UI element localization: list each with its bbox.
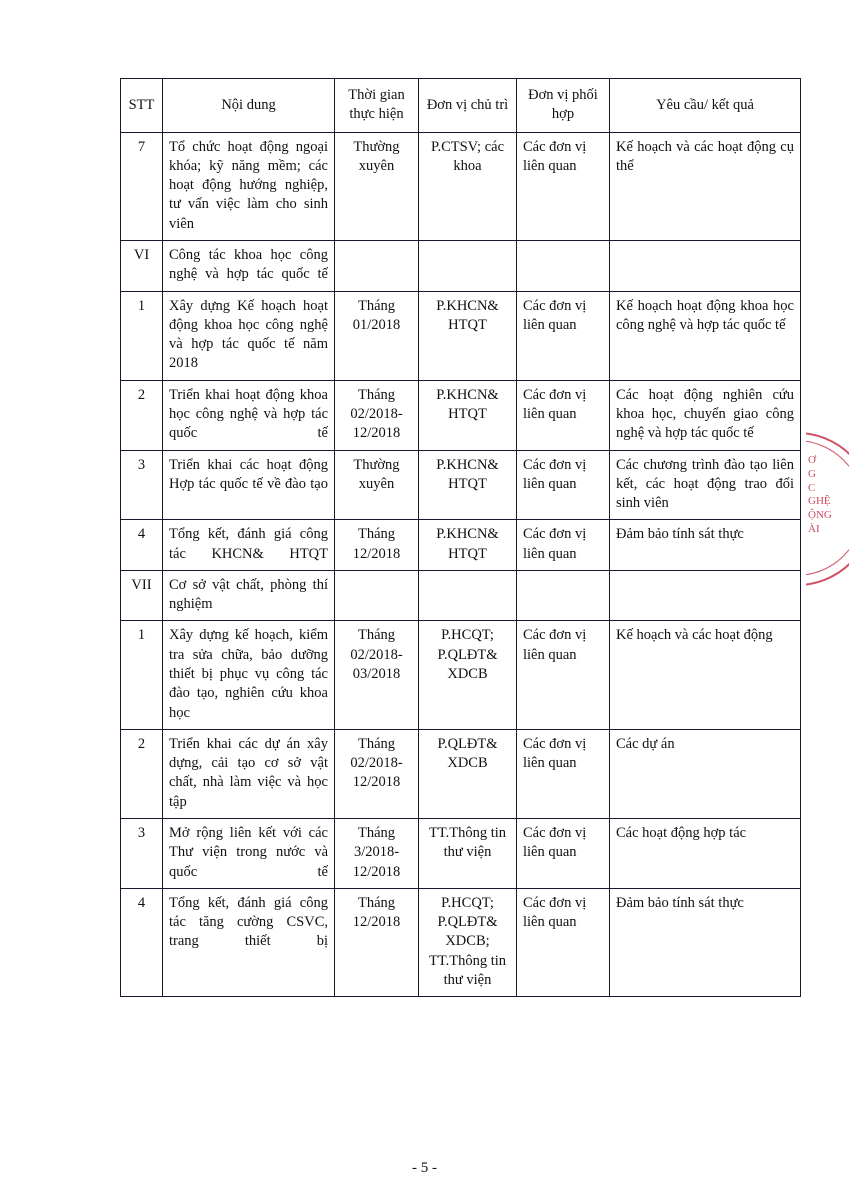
cell-stt: 2 — [121, 729, 163, 818]
cell-noi-dung: Triển khai hoạt động khoa học công nghệ và hợp tác quốc tế — [163, 380, 335, 450]
cell-thoi-gian: Tháng 12/2018 — [335, 520, 419, 571]
cell-yeu-cau: Đảm bảo tính sát thực — [610, 888, 801, 996]
page-number: - 5 - — [412, 1160, 437, 1176]
cell-stt: VI — [121, 240, 163, 291]
cell-yeu-cau: Các dự án — [610, 729, 801, 818]
cell-thoi-gian — [335, 570, 419, 621]
cell-noi-dung: Triển khai các hoạt động Hợp tác quốc tế về đào tạo — [163, 450, 335, 520]
cell-stt: 4 — [121, 520, 163, 571]
table-row — [121, 380, 801, 450]
cell-noi-dung: Tổ chức hoạt động ngoại khóa; kỹ năng mềm; các hoạt động hướng nghiệp, tư vấn việc làm cho sinh viên — [163, 132, 335, 240]
cell-chu-tri: P.KHCN& HTQT — [419, 380, 517, 450]
cell-noi-dung: Cơ sở vật chất, phòng thí nghiệm — [163, 570, 335, 621]
cell-phoi-hop: Các đơn vị liên quan — [517, 520, 610, 571]
cell-thoi-gian: Thường xuyên — [335, 450, 419, 520]
cell-yeu-cau — [610, 570, 801, 621]
cell-chu-tri — [419, 570, 517, 621]
cell-chu-tri: P.KHCN& HTQT — [419, 520, 517, 571]
cell-thoi-gian: Tháng 02/2018-12/2018 — [335, 729, 419, 818]
cell-chu-tri: P.KHCN& HTQT — [419, 291, 517, 380]
cell-yeu-cau: Kế hoạch hoạt động khoa học công nghệ và hợp tác quốc tế — [610, 291, 801, 380]
table-row — [121, 520, 801, 571]
table-row — [121, 291, 801, 380]
cell-yeu-cau — [610, 240, 801, 291]
cell-phoi-hop: Các đơn vị liên quan — [517, 450, 610, 520]
seal-inner-ring — [806, 440, 849, 576]
cell-noi-dung: Tổng kết, đánh giá công tác tăng cường CSVC, trang thiết bị — [163, 888, 335, 996]
cell-chu-tri: P.QLĐT& XDCB — [419, 729, 517, 818]
header-noi-dung: Nội dung — [163, 79, 335, 133]
cell-noi-dung: Triển khai các dự án xây dựng, cải tạo cơ sở vật chất, nhà làm việc và học tập — [163, 729, 335, 818]
cell-phoi-hop: Các đơn vị liên quan — [517, 819, 610, 889]
cell-yeu-cau: Kế hoạch và các hoạt động cụ thể — [610, 132, 801, 240]
seal-text: Ơ G C GHỆ ỘNG ÀI — [808, 454, 832, 535]
cell-stt: 7 — [121, 132, 163, 240]
cell-noi-dung: Xây dựng Kế hoạch hoạt động khoa học công nghệ và hợp tác quốc tế năm 2018 — [163, 291, 335, 380]
table-row — [121, 450, 801, 520]
cell-phoi-hop: Các đơn vị liên quan — [517, 132, 610, 240]
cell-chu-tri — [419, 240, 517, 291]
cell-thoi-gian: Tháng 02/2018-03/2018 — [335, 621, 419, 729]
cell-chu-tri: P.CTSV; các khoa — [419, 132, 517, 240]
table-row — [121, 132, 801, 240]
table-row — [121, 888, 801, 996]
cell-yeu-cau: Đảm bảo tính sát thực — [610, 520, 801, 571]
table-header-row — [121, 79, 801, 133]
cell-yeu-cau: Các chương trình đào tạo liên kết, các hoạt động trao đổi sinh viên — [610, 450, 801, 520]
header-thoi-gian: Thời gian thực hiện — [335, 79, 419, 133]
table-row — [121, 729, 801, 818]
header-stt: STT — [121, 79, 163, 133]
cell-stt: 3 — [121, 450, 163, 520]
cell-stt: 4 — [121, 888, 163, 996]
cell-yeu-cau: Các hoạt động hợp tác — [610, 819, 801, 889]
header-yeu-cau: Yêu cầu/ kết quả — [610, 79, 801, 133]
cell-stt: 1 — [121, 621, 163, 729]
cell-phoi-hop: Các đơn vị liên quan — [517, 291, 610, 380]
cell-thoi-gian: Tháng 01/2018 — [335, 291, 419, 380]
table-row-section — [121, 570, 801, 621]
cell-chu-tri: P.HCQT; P.QLĐT& XDCB — [419, 621, 517, 729]
cell-phoi-hop: Các đơn vị liên quan — [517, 888, 610, 996]
cell-chu-tri: P.HCQT; P.QLĐT& XDCB; TT.Thông tin thư viện — [419, 888, 517, 996]
cell-stt: 2 — [121, 380, 163, 450]
header-chu-tri: Đơn vị chủ trì — [419, 79, 517, 133]
table-row-section — [121, 240, 801, 291]
cell-phoi-hop: Các đơn vị liên quan — [517, 621, 610, 729]
cell-yeu-cau: Kế hoạch và các hoạt động — [610, 621, 801, 729]
cell-phoi-hop — [517, 570, 610, 621]
cell-phoi-hop: Các đơn vị liên quan — [517, 729, 610, 818]
table-row — [121, 819, 801, 889]
cell-noi-dung: Tổng kết, đánh giá công tác KHCN& HTQT — [163, 520, 335, 571]
cell-stt: 1 — [121, 291, 163, 380]
table-row — [121, 621, 801, 729]
cell-noi-dung: Mở rộng liên kết với các Thư viện trong nước và quốc tế — [163, 819, 335, 889]
cell-chu-tri: TT.Thông tin thư viện — [419, 819, 517, 889]
cell-thoi-gian: Thường xuyên — [335, 132, 419, 240]
cell-noi-dung: Công tác khoa học công nghệ và hợp tác quốc tế — [163, 240, 335, 291]
cell-phoi-hop — [517, 240, 610, 291]
cell-thoi-gian: Tháng 12/2018 — [335, 888, 419, 996]
header-phoi-hop: Đơn vị phối hợp — [517, 79, 610, 133]
cell-chu-tri: P.KHCN& HTQT — [419, 450, 517, 520]
cell-yeu-cau: Các hoạt động nghiên cứu khoa học, chuyển giao công nghệ và hợp tác quốc tế — [610, 380, 801, 450]
cell-stt: 3 — [121, 819, 163, 889]
work-plan-table — [120, 78, 801, 997]
cell-phoi-hop: Các đơn vị liên quan — [517, 380, 610, 450]
cell-stt: VII — [121, 570, 163, 621]
seal-outer-ring — [806, 432, 849, 586]
cell-thoi-gian: Tháng 02/2018-12/2018 — [335, 380, 419, 450]
cell-thoi-gian: Tháng 3/2018-12/2018 — [335, 819, 419, 889]
cell-noi-dung: Xây dựng kế hoạch, kiểm tra sửa chữa, bảo dưỡng thiết bị phục vụ công tác đào tạo, nghiên cứu khoa học — [163, 621, 335, 729]
official-seal-stamp — [806, 432, 849, 592]
cell-thoi-gian — [335, 240, 419, 291]
